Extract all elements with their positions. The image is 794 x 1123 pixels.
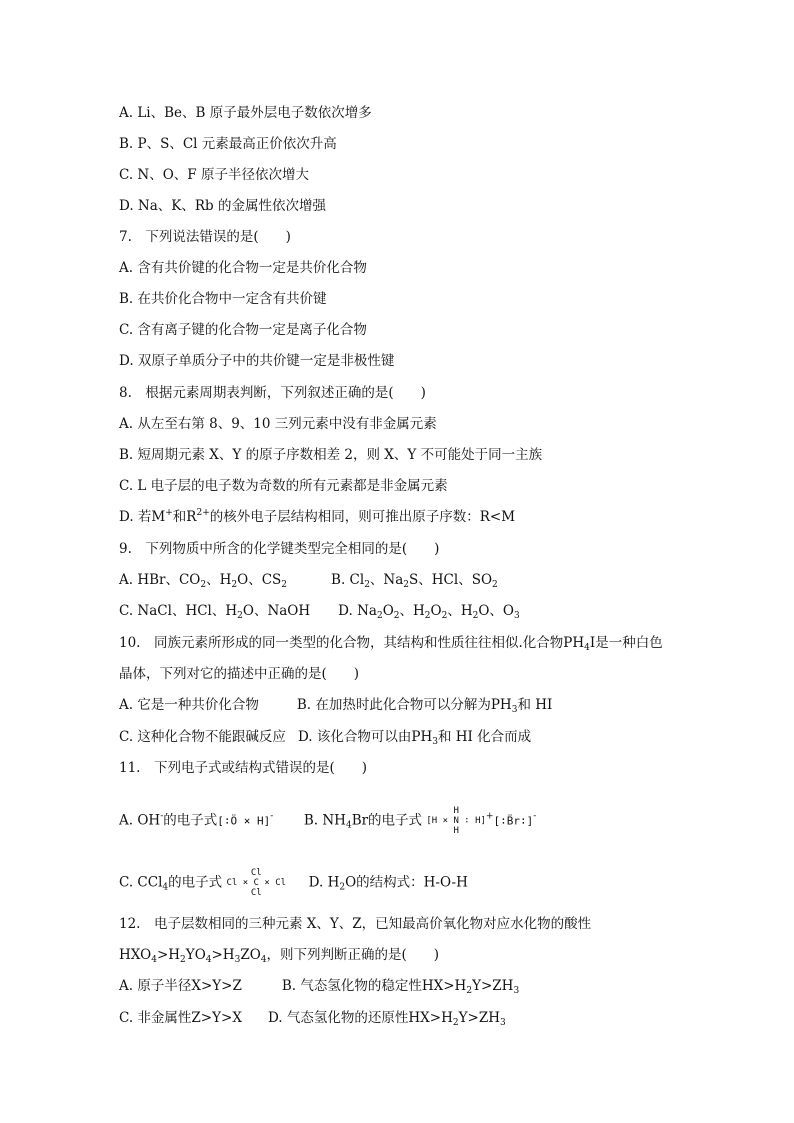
- question-8: 8. 根据元素周期表判断，下列叙述正确的是( ): [119, 385, 426, 401]
- option-6b: B. P、S、Cl 元素最高正价依次升高: [119, 136, 337, 152]
- options-10ab: A. 它是一种共价化合物 B. 在加热时此化合物可以分解为$PH_3$和 HI: [119, 697, 553, 715]
- question-12-line1: 12. 电子层数相同的三种元素 X、Y、Z，已知最高价氧化物对应水化物的酸性: [119, 916, 592, 932]
- question-10-line1: 10. 同族元素所形成的同一类型的化合物，其结构和性质往往相似.化合物$PH_4I$是一种白色: [119, 635, 663, 653]
- br-electron-formula: [∶B̈r∶]: [493, 814, 534, 828]
- options-11ab: A. OH-的电子式[∶Ö ⨯ H]- B. $NH_4Br$的电子式 H [H ⨯ N ∶ H] H+[∶B̈r∶]-: [119, 806, 537, 836]
- options-12cd: C. 非金属性Z>Y>X D. 气态氢化物的还原性$HX>H_2Y>ZH_3$: [119, 1010, 506, 1028]
- question-11: 11. 下列电子式或结构式错误的是( ): [119, 760, 368, 776]
- question-7: 7. 下列说法错误的是( ): [119, 229, 291, 245]
- option-7b: B. 在共价化合物中一定含有共价键: [119, 291, 327, 307]
- options-9ab: A. HBr、$CO_2$、$H_2O$、$CS_2$ B. $Cl_2$、$Na_2S$、HCl、$SO_2$: [119, 572, 498, 590]
- option-8d: D. 若M+和$R^{2+}$的核外电子层结构相同，则可推出原子序数：R<M: [119, 508, 516, 525]
- option-7d: D. 双原子单质分子中的共价键一定是非极性键: [119, 353, 395, 369]
- options-12ab: A. 原子半径X>Y>Z B. 气态氢化物的稳定性$HX>H_2Y>ZH_3$: [119, 978, 520, 996]
- options-11cd: C. CCl$_4$的电子式 Cl Cl ⨯ C ⨯ Cl Cl D. $H_2O$的结构式：H-O-H: [119, 868, 468, 898]
- oh-electron-formula: [∶Ö ⨯ H]: [217, 814, 271, 828]
- option-8a: A. 从左至右第 8、9、10 三列元素中没有非金属元素: [119, 416, 437, 432]
- question-12-line2: $HXO_4>H_2YO_4>H_3ZO_4$，则下列判断正确的是( ): [119, 947, 440, 965]
- question-9: 9. 下列物质中所含的化学键类型完全相同的是( ): [119, 541, 440, 557]
- nh4-electron-formula: H [H ⨯ N ∶ H] H: [426, 806, 486, 836]
- option-6a: A. Li、Be、B 原子最外层电子数依次增多: [119, 105, 372, 121]
- options-9cd: C. NaCl、HCl、$H_2O$、NaOH D. $Na_2O_2$、$H_2O_2$、$H_2O$、$O_3$: [119, 603, 520, 621]
- option-7a: A. 含有共价键的化合物一定是共价化合物: [119, 260, 367, 276]
- option-8b: B. 短周期元素 X、Y 的原子序数相差 2，则 X、Y 不可能处于同一主族: [119, 447, 543, 463]
- option-6d: D. Na、K、Rb 的金属性依次增强: [119, 198, 326, 214]
- ccl4-electron-formula: Cl Cl ⨯ C ⨯ Cl Cl: [226, 868, 287, 898]
- option-7c: C. 含有离子键的化合物一定是离子化合物: [119, 322, 367, 338]
- option-6c: C. N、O、F 原子半径依次增大: [119, 167, 309, 183]
- option-8c: C. L 电子层的电子数为奇数的所有元素都是非金属元素: [119, 478, 448, 494]
- question-10-line2: 晶体，下列对它的描述中正确的是( ): [119, 666, 360, 682]
- options-10cd: C. 这种化合物不能跟碱反应 D. 该化合物可以由$PH_3$和 HI 化合而成: [119, 729, 532, 747]
